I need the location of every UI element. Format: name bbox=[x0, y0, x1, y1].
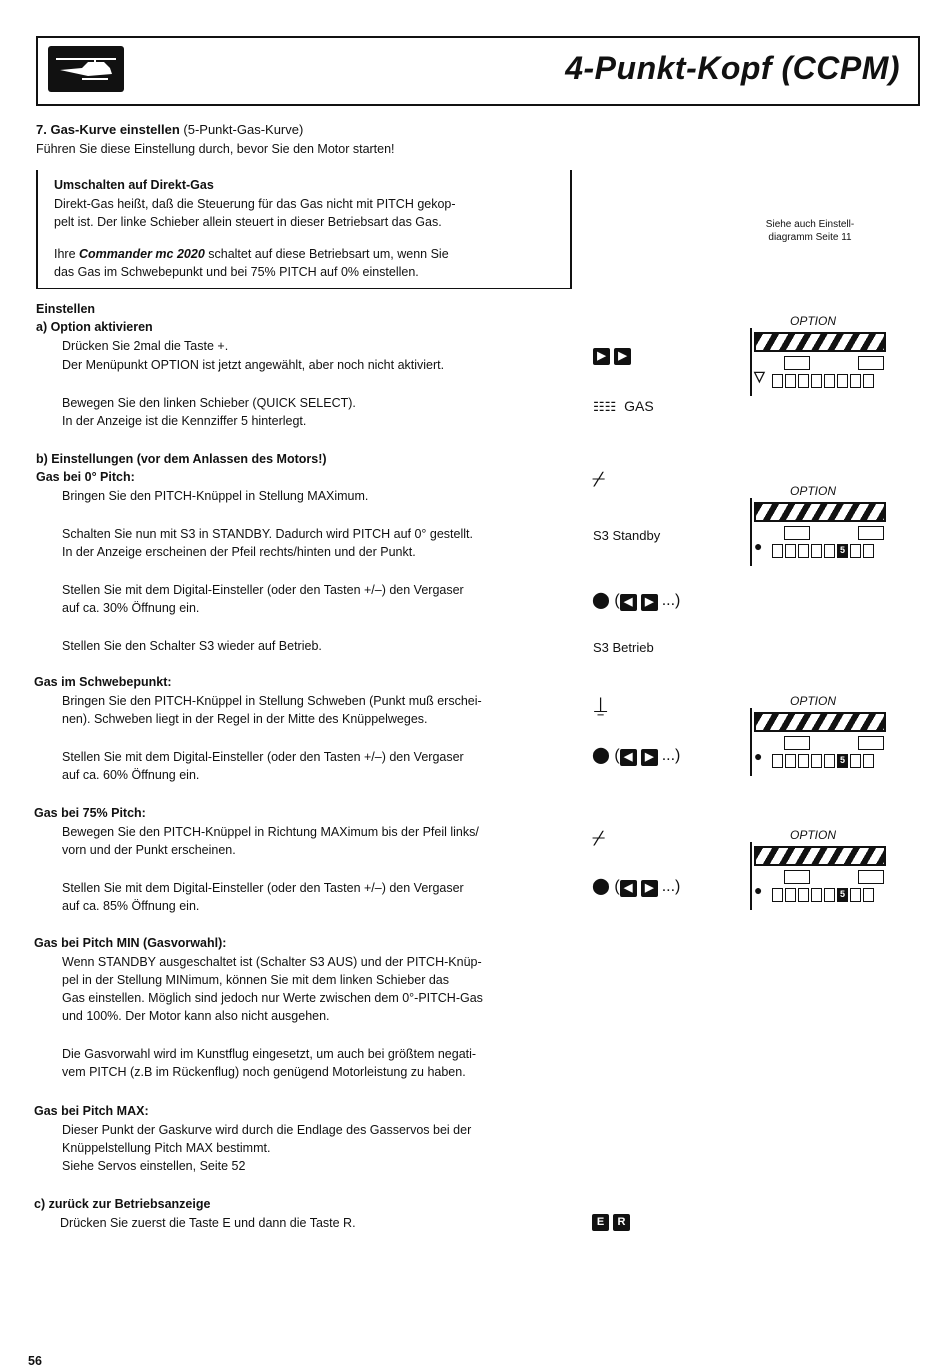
step-text: pel in der Stellung MINimum, können Sie mit dem linken Schieber das bbox=[62, 973, 449, 987]
step-text: Bringen Sie den PITCH-Knüppel in Stellung Schweben (Punkt muß erschei- bbox=[62, 694, 482, 708]
gas-label: GAS bbox=[624, 398, 654, 414]
section-heading: 7. Gas-Kurve einstellen (5-Punkt-Gas-Kurve) bbox=[36, 122, 304, 137]
dial-keys-icon: ⬤ ( ◀ ▶ ...) bbox=[592, 878, 681, 895]
e-r-keys-icon: E R bbox=[592, 1214, 634, 1231]
einstellen-title: Einstellen bbox=[36, 302, 96, 316]
page-title: 4-Punkt-Kopf (CCPM) bbox=[565, 50, 900, 86]
step-c-title: c) zurück zur Betriebsanzeige bbox=[34, 1197, 211, 1211]
s3-standby-label: S3 Standby bbox=[593, 528, 661, 543]
section-intro: Führen Sie diese Einstellung durch, bevor Sie den Motor starten! bbox=[36, 142, 395, 156]
plus-keys-icon: ▶ ▶ bbox=[593, 348, 635, 365]
step-text: Stellen Sie den Schalter S3 wieder auf Betrieb. bbox=[62, 639, 322, 653]
sub-heading: Gas bei Pitch MAX: bbox=[34, 1104, 149, 1118]
step-text: Drücken Sie 2mal die Taste +. bbox=[62, 339, 229, 353]
helicopter-icon bbox=[48, 46, 124, 92]
page-number: 56 bbox=[28, 1354, 42, 1368]
step-text: auf ca. 30% Öffnung ein. bbox=[62, 601, 200, 615]
sub-heading: Gas im Schwebepunkt: bbox=[34, 675, 172, 689]
lcd-display: OPTION ● 5 bbox=[750, 842, 886, 912]
step-text: Dieser Punkt der Gaskurve wird durch die Endlage des Gasservos bei der bbox=[62, 1123, 472, 1137]
info-box-line: das Gas im Schwebepunkt und bei 75% PITCH auf 0% einstellen. bbox=[54, 265, 419, 279]
step-text: Siehe Servos einstellen, Seite 52 bbox=[62, 1159, 246, 1173]
slider-icon: ☷☷ GAS bbox=[593, 398, 654, 415]
step-text: Stellen Sie mit dem Digital-Einsteller (oder den Tasten +/–) den Vergaser bbox=[62, 750, 464, 764]
step-text: Drücken Sie zuerst die Taste E und dann die Taste R. bbox=[60, 1216, 356, 1230]
info-box-title: Umschalten auf Direkt-Gas bbox=[54, 178, 214, 192]
step-text: und 100%. Der Motor kann also nicht ausgehen. bbox=[62, 1009, 330, 1023]
dial-keys-icon: ⬤ ( ◀ ▶ ...) bbox=[592, 592, 681, 609]
sub-heading: Gas bei 75% Pitch: bbox=[34, 806, 146, 820]
side-note: Siehe auch Einstell- diagramm Seite 11 bbox=[765, 219, 855, 243]
sub-heading: Gas bei Pitch MIN (Gasvorwahl): bbox=[34, 936, 227, 950]
step-text: Stellen Sie mit dem Digital-Einsteller (oder den Tasten +/–) den Vergaser bbox=[62, 583, 464, 597]
step-text: Gas einstellen. Möglich sind jedoch nur Werte zwischen dem 0°-PITCH-Gas bbox=[62, 991, 483, 1005]
sub-heading: Gas bei 0° Pitch: bbox=[36, 470, 135, 484]
lcd-display: OPTION ● 5 bbox=[750, 708, 886, 778]
step-text: Stellen Sie mit dem Digital-Einsteller (oder den Tasten +/–) den Vergaser bbox=[62, 881, 464, 895]
step-a-title: a) Option aktivieren bbox=[36, 320, 153, 334]
lcd-display: OPTION ▽ bbox=[750, 328, 886, 398]
page-header bbox=[36, 36, 920, 106]
step-text: Bewegen Sie den PITCH-Knüppel in Richtung MAXimum bis der Pfeil links/ bbox=[62, 825, 479, 839]
step-text: Die Gasvorwahl wird im Kunstflug eingesetzt, um auch bei größtem negati- bbox=[62, 1047, 477, 1061]
stick-icon: ⌿ bbox=[592, 825, 606, 850]
step-text: auf ca. 85% Öffnung ein. bbox=[62, 899, 200, 913]
step-text: nen). Schweben liegt in der Regel in der Mitte des Knüppelweges. bbox=[62, 712, 428, 726]
step-text: Bewegen Sie den linken Schieber (QUICK SELECT). bbox=[62, 396, 356, 410]
info-box-line: Direkt-Gas heißt, daß die Steuerung für das Gas nicht mit PITCH gekop- bbox=[54, 197, 456, 211]
info-box-line: Ihre Commander mc 2020 schaltet auf diese Betriebsart um, wenn Sie bbox=[54, 247, 449, 261]
step-text: vorn und der Punkt erscheinen. bbox=[62, 843, 236, 857]
step-text: Wenn STANDBY ausgeschaltet ist (Schalter S3 AUS) und der PITCH-Knüp- bbox=[62, 955, 482, 969]
step-text: auf ca. 60% Öffnung ein. bbox=[62, 768, 200, 782]
step-text: Bringen Sie den PITCH-Knüppel in Stellung MAXimum. bbox=[62, 489, 369, 503]
step-text: Der Menüpunkt OPTION ist jetzt angewählt, aber noch nicht aktiviert. bbox=[62, 358, 445, 372]
s3-betrieb-label: S3 Betrieb bbox=[593, 640, 654, 655]
step-text: In der Anzeige ist die Kennziffer 5 hinterlegt. bbox=[62, 414, 307, 428]
stick-icon: ⌿ bbox=[592, 466, 606, 491]
step-text: Knüppelstellung Pitch MAX bestimmt. bbox=[62, 1141, 271, 1155]
dial-keys-icon: ⬤ ( ◀ ▶ ...) bbox=[592, 747, 681, 764]
info-box-line: pelt ist. Der linke Schieber allein steuert in dieser Betriebsart das Gas. bbox=[54, 215, 442, 229]
step-b-title: b) Einstellungen (vor dem Anlassen des Motors!) bbox=[36, 452, 327, 466]
step-text: vem PITCH (z.B im Rückenflug) noch genügend Motorleistung zu haben. bbox=[62, 1065, 466, 1079]
lcd-display: OPTION ● 5 bbox=[750, 498, 886, 568]
step-text: In der Anzeige erscheinen der Pfeil rechts/hinten und der Punkt. bbox=[62, 545, 416, 559]
stick-icon: ⍊ bbox=[594, 692, 608, 717]
step-text: Schalten Sie nun mit S3 in STANDBY. Dadurch wird PITCH auf 0° gestellt. bbox=[62, 527, 473, 541]
